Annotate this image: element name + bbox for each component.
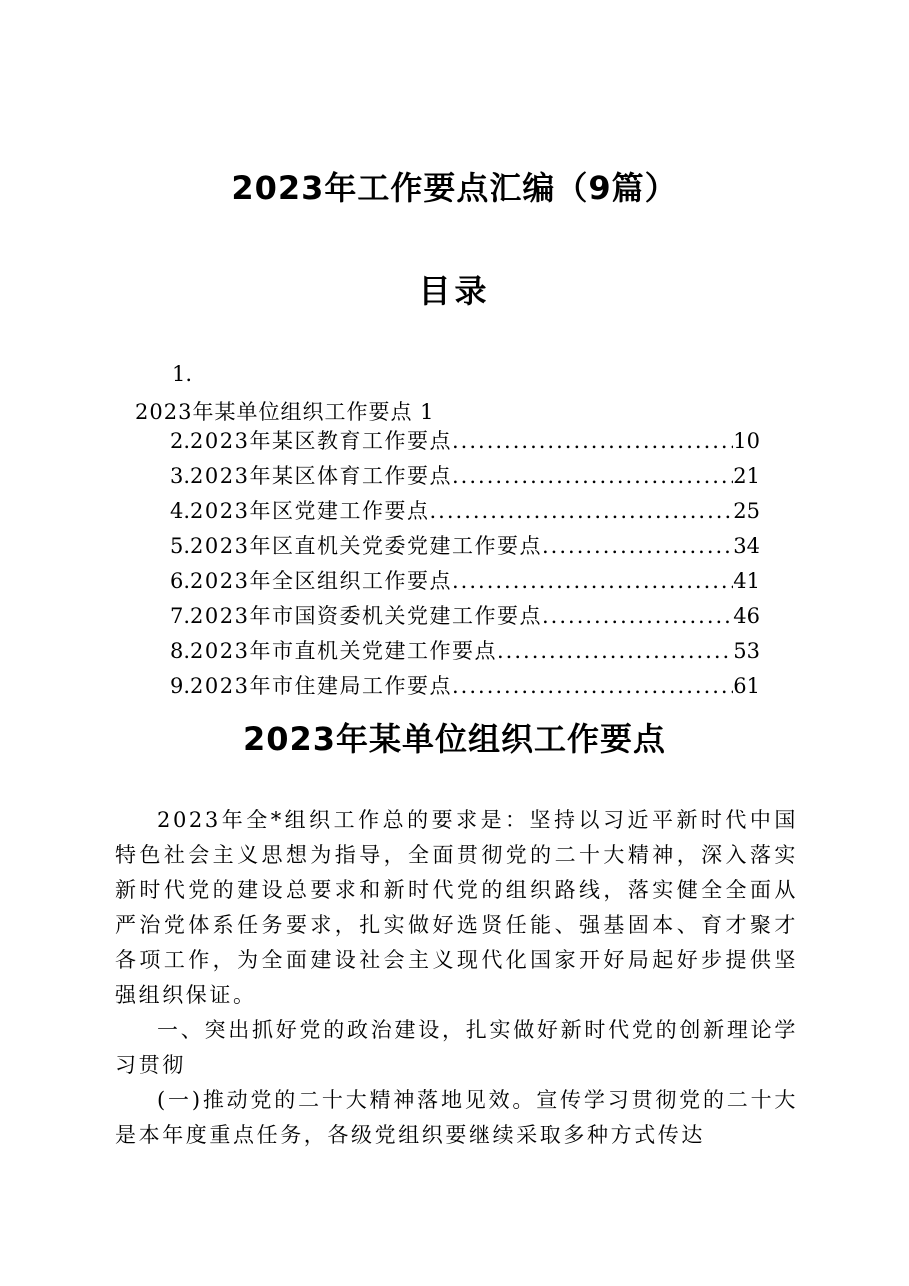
toc-item-number: 2.	[170, 429, 191, 453]
toc-item-text: 2023年市国资委机关党建工作要点	[190, 604, 542, 628]
toc-item-text: 2023年某区教育工作要点	[190, 429, 452, 453]
section-title: 2023年某单位组织工作要点	[242, 720, 667, 758]
toc-item-number: 5.	[170, 534, 191, 558]
toc-item-8[interactable]	[170, 634, 760, 669]
toc-item-6[interactable]	[170, 564, 760, 599]
toc-item-page: 21	[733, 464, 760, 488]
toc-item-5[interactable]	[170, 529, 760, 564]
toc-leader-dots	[542, 529, 733, 564]
toc-item-text: 2023年市住建局工作要点	[190, 674, 452, 698]
section-body	[115, 803, 798, 1153]
body-paragraph: 2023年全*组织工作总的要求是：坚持以习近平新时代中国特色社会主义思想为指导，全面贯彻党的二十大精神，深入落实新时代党的建设总要求和新时代党的组织路线，落实健全全面从严治党体系任务要求，扎实做好选贤任能、强基固本、育才聚才各项工作，为全面建设社会主义现代化国家开好局起好步提供坚强组织保证。	[115, 808, 798, 1007]
table-of-contents	[170, 424, 760, 704]
toc-item-page: 53	[733, 639, 760, 663]
toc-leader-dots	[452, 459, 733, 494]
toc-item-page: 34	[733, 534, 760, 558]
toc-item-page: 46	[733, 604, 760, 628]
toc-item-number: 4.	[170, 499, 191, 523]
toc-leader-dots	[452, 669, 733, 704]
toc-item-page: 10	[733, 429, 760, 453]
toc-leader-dots	[497, 634, 733, 669]
toc-item-text: 2023年全区组织工作要点	[190, 569, 452, 593]
toc-item-2[interactable]	[170, 424, 760, 459]
toc-item-3[interactable]	[170, 459, 760, 494]
toc-item-number: 6.	[170, 569, 191, 593]
toc-item-page: 61	[733, 674, 760, 698]
toc-item-number: 3.	[170, 464, 191, 488]
toc-item-text: 2023年市直机关党建工作要点	[190, 639, 497, 663]
toc-leader-dots	[542, 599, 733, 634]
section-heading-paragraph: 一、突出抓好党的政治建设，扎实做好新时代党的创新理论学习贯彻	[115, 1018, 798, 1077]
toc-item-number: 7.	[170, 604, 191, 628]
toc-item-1-text: 2023年某单位组织工作要点	[135, 400, 413, 424]
toc-item-9[interactable]	[170, 669, 760, 704]
toc-item-4[interactable]	[170, 494, 760, 529]
body-paragraph: (一)推动党的二十大精神落地见效。宣传学习贯彻党的二十大是本年度重点任务，各级党组织要继续采取多种方式传达	[115, 1088, 798, 1147]
toc-item-1-page: 1	[420, 400, 435, 424]
toc-item-text: 2023年区直机关党委党建工作要点	[190, 534, 542, 558]
toc-leader-dots	[452, 424, 733, 459]
toc-leader-dots	[452, 564, 733, 599]
toc-item-page: 25	[733, 499, 760, 523]
toc-leader-dots	[430, 494, 734, 529]
toc-item-text: 2023年区党建工作要点	[190, 499, 430, 523]
toc-item-text: 2023年某区体育工作要点	[190, 464, 452, 488]
toc-item-1[interactable]	[135, 396, 435, 426]
toc-heading: 目录	[418, 272, 491, 310]
toc-item-number: 8.	[170, 639, 191, 663]
toc-item-number: 9.	[170, 674, 191, 698]
toc-item-page: 41	[733, 569, 760, 593]
toc-item-1-number: 1.	[172, 362, 193, 386]
document-title: 2023年工作要点汇编（9篇）	[231, 169, 678, 207]
toc-item-7[interactable]	[170, 599, 760, 634]
